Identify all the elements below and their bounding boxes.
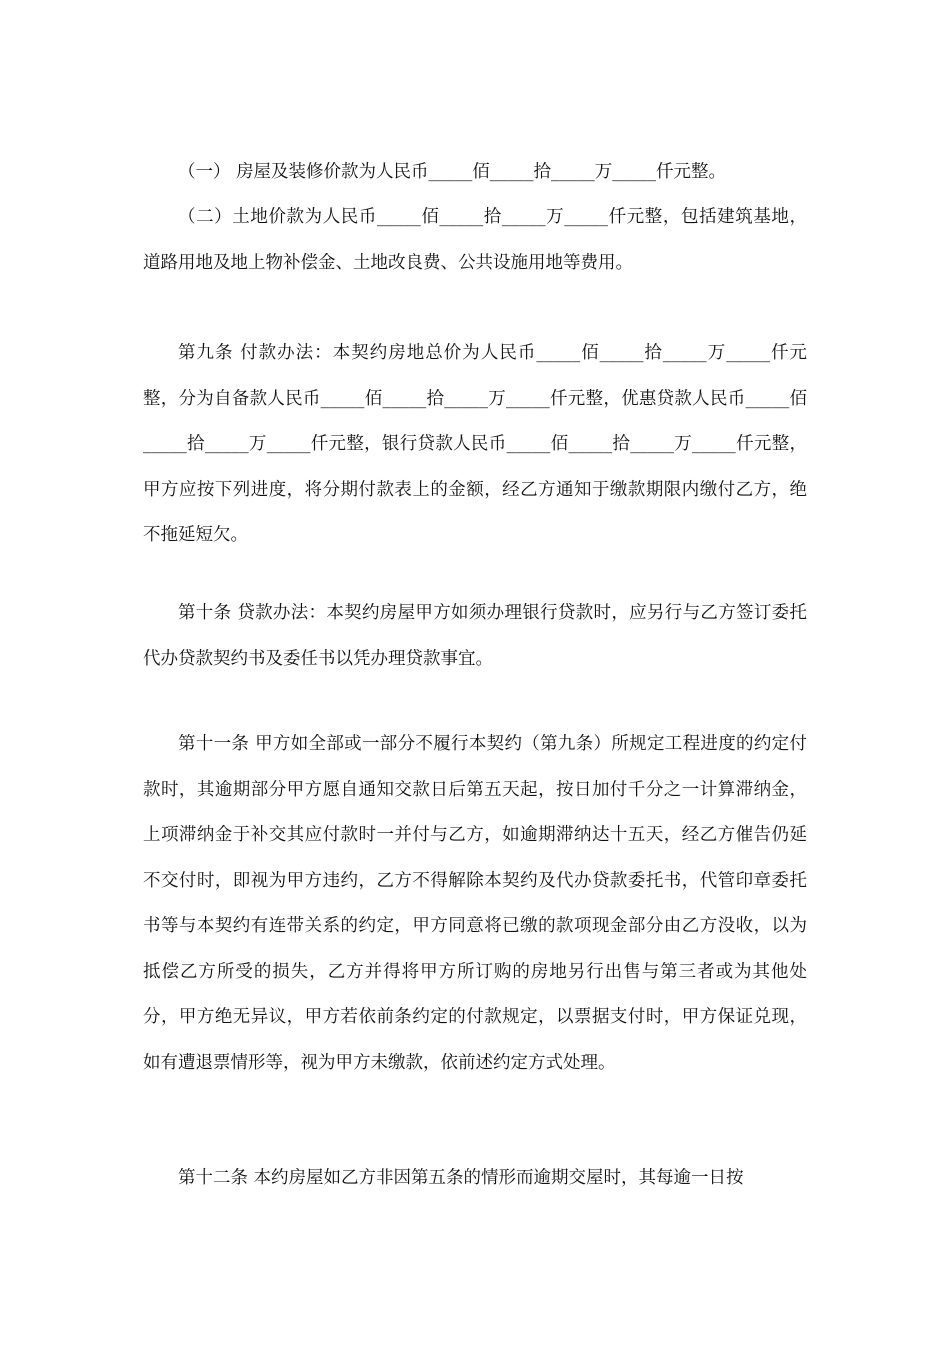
clause-land-price: （二）土地价款为人民币_____佰_____拾_____万_____仟元整，包括建筑基地，道路用地及地上物补偿金、土地改良费、公共设施用地等费用。 xyxy=(143,207,807,273)
article-12-late-delivery: 第十二条 本约房屋如乙方非因第五条的情形而逾期交屋时，其每逾一日按 xyxy=(178,1168,744,1188)
article-11-late-payment: 第十一条 甲方如全部或一部分不履行本契约（第九条）所规定工程进度的约定付款时，其逾期部分甲方愿自通知交款日后第五天起，按日加付千分之一计算滞纳金，上项滞纳金于补交其应付款时一并付与乙方，如逾期滞纳达十五天，经乙方催告仍延不交付时，即视为甲方违约，乙方不得解除本契约及代办贷款委托书，代管印章委托书等与本契约有连带关系的约定，甲方同意将已缴的款项现金部分由乙方没收，以为抵偿乙方所受的损失，乙方并得将甲方所订购的房地另行出售与第三者或为其他处分，甲方绝无异议，甲方若依前条约定的付款规定，以票据支付时，甲方保证兑现，如有遭退票情形等，视为甲方未缴款，依前述约定方式处理。 xyxy=(143,734,807,1073)
article-9-payment-method: 第九条 付款办法：本契约房地总价为人民币_____佰_____拾_____万_____仟元整，分为自备款人民币_____佰_____拾_____万_____仟元整，优惠贷款人民币_____佰_____拾_____万_____仟元整，银行贷款人民币_____佰_____拾_____万_____仟元整，甲方应按下列进度，将分期付款表上的金额，经乙方通知于缴款期限内缴付乙方，绝不拖延短欠。 xyxy=(143,343,807,545)
article-10-loan-method: 第十条 贷款办法：本契约房屋甲方如须办理银行贷款时，应另行与乙方签订委托代办贷款契约书及委任书以凭办理贷款事宜。 xyxy=(143,603,807,669)
clause-house-price: （一） 房屋及装修价款为人民币_____佰_____拾_____万_____仟元整。 xyxy=(178,162,727,182)
